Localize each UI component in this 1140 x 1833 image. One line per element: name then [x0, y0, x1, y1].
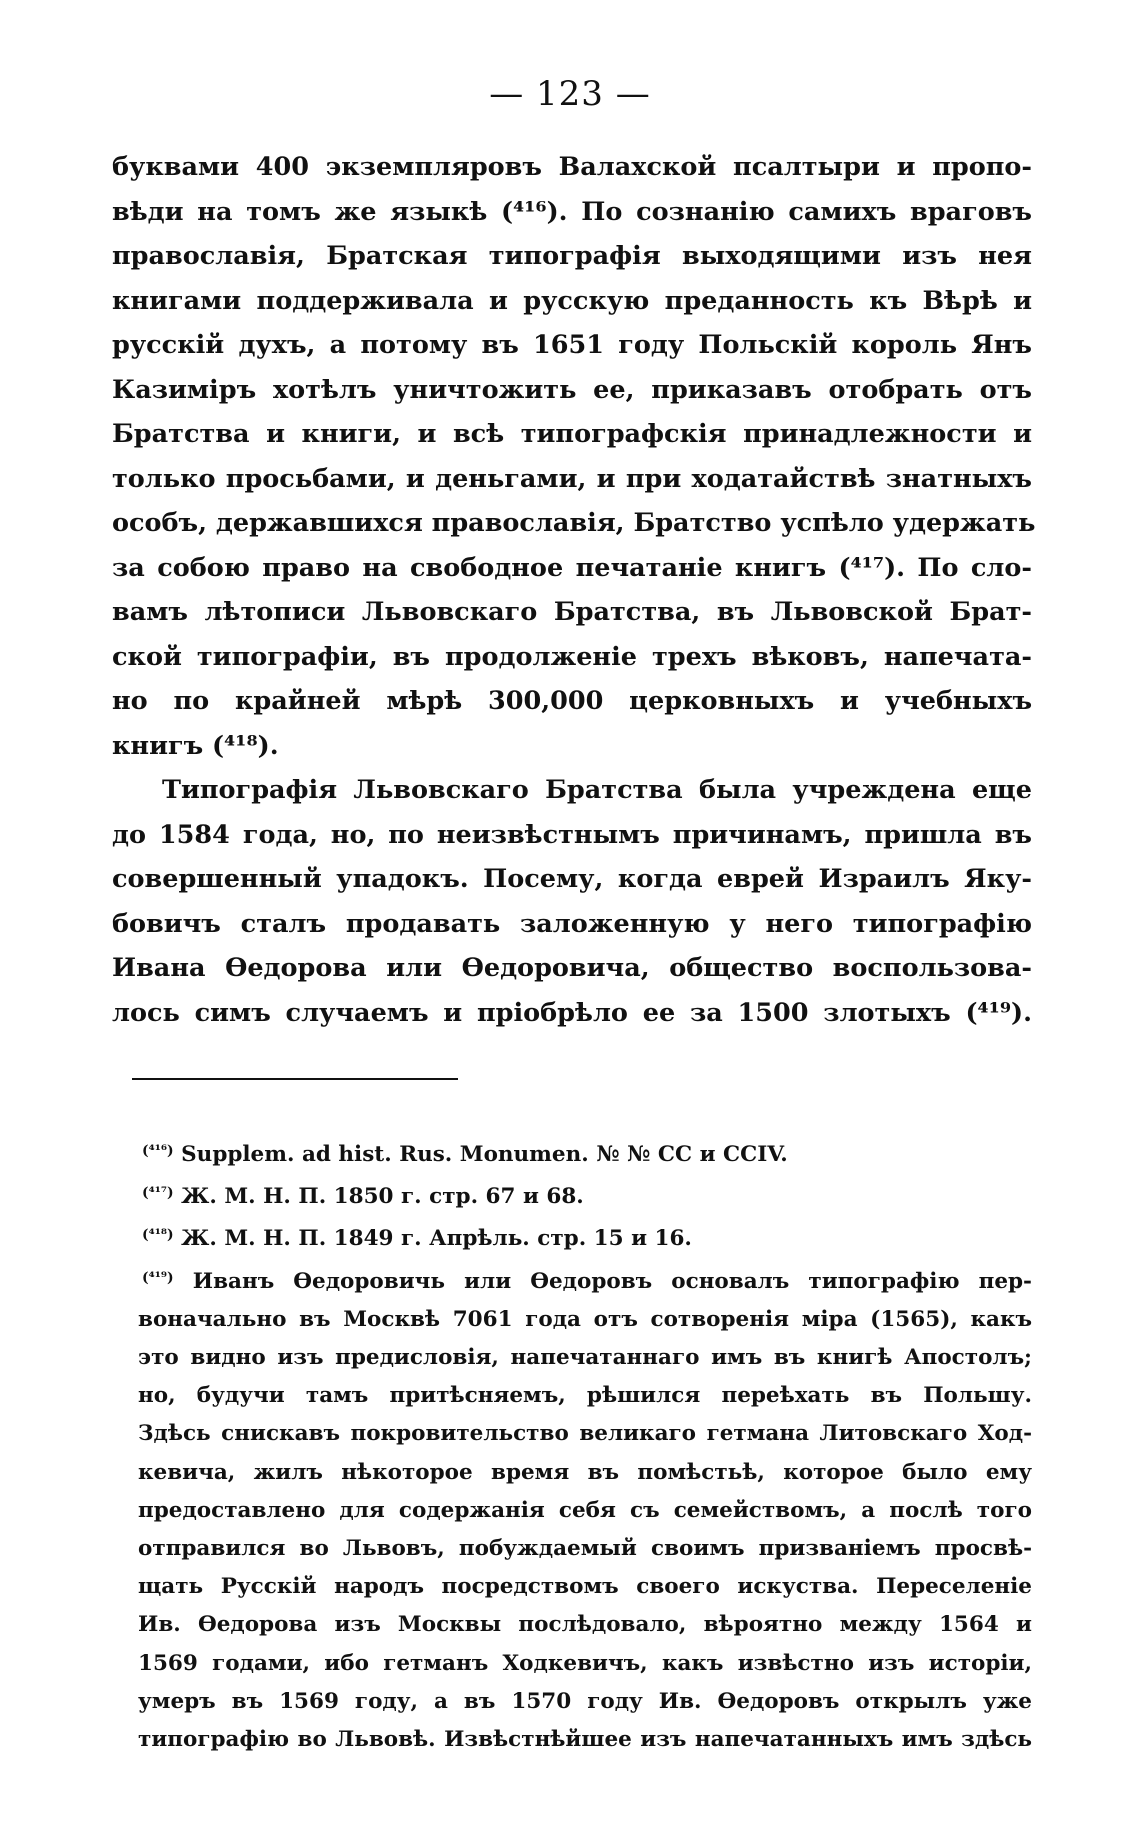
footnotes: [138, 1132, 1032, 1759]
text-line: лось симъ случаемъ и пріобрѣло ее за 1500 злотыхъ (⁴¹⁹).: [112, 997, 1032, 1028]
text-line: только просьбами, и деньгами, и при ходатайствѣ знатныхъ: [112, 463, 1032, 494]
page-number: — 123 —: [489, 74, 651, 114]
text-line: особъ, державшихся православія, Братство успѣло удержать: [112, 508, 1036, 538]
footnote-line: типографію во Львовѣ. Извѣстнѣйшее изъ напечатанныхъ имъ здѣсь: [138, 1727, 1032, 1753]
text-line: до 1584 года, но, по неизвѣстнымъ причинамъ, пришла въ: [112, 819, 1032, 850]
text-line: русскій духъ, а потому въ 1651 году Польскій король Янъ: [112, 330, 1032, 360]
footnote-text: Supplem. ad hist. Rus. Monumen. № № CC и CCIV.: [181, 1142, 788, 1167]
footnote-line: это видно изъ предисловія, напечатаннаго имъ въ книгѣ Апостолъ;: [138, 1345, 1032, 1371]
footnote-line: щать Русскій народъ посредствомъ своего искуства. Переселеніе: [138, 1574, 1032, 1600]
text-line: буквами 400 экземпляровъ Валахской псалтыри и пропо-: [112, 152, 1032, 182]
text-line: книгъ (⁴¹⁸).: [112, 730, 279, 761]
footnote-text: Иванъ Ѳедоровичь или Ѳедоровъ основалъ типографію пер-: [192, 1268, 1032, 1294]
footnote-line: отправился во Львовъ, побуждаемый своимъ призваніемъ просвѣ-: [138, 1536, 1032, 1562]
text-line: ской типографіи, въ продолженіе трехъ вѣковъ, напечата-: [112, 641, 1032, 672]
main-text: [112, 145, 1036, 1035]
text-line: Братства и книги, и всѣ типографскія принадлежности и: [112, 419, 1032, 449]
text-line: Казиміръ хотѣлъ уничтожить ее, приказавъ отобрать отъ: [112, 374, 1032, 405]
footnote-marker: (⁴¹⁷): [142, 1185, 174, 1202]
footnote-divider: [132, 1078, 458, 1080]
footnote-marker: (⁴¹⁹): [142, 1269, 174, 1286]
text-line: вамъ лѣтописи Львовскаго Братства, въ Львовской Брат-: [112, 597, 1032, 627]
footnote-line: 1569 годами, ибо гетманъ Ходкевичъ, какъ извѣстно изъ исторіи,: [138, 1650, 1032, 1676]
footnote-line: предоставлено для содержанія себя съ семействомъ, а послѣ того: [138, 1497, 1032, 1523]
footnote-marker: (⁴¹⁸): [142, 1227, 174, 1244]
footnote-line: умеръ въ 1569 году, а въ 1570 году Ив. Ѳедоровъ открылъ уже: [138, 1688, 1032, 1714]
footnote-line: кевича, жилъ нѣкоторое время въ помѣстьѣ, которое было ему: [138, 1459, 1032, 1485]
text-line: православія, Братская типографія выходящими изъ нея: [112, 241, 1032, 271]
text-line: за собою право на свободное печатаніе книгъ (⁴¹⁷). По сло-: [112, 552, 1032, 583]
text-line: книгами поддерживала и русскую преданность къ Вѣрѣ и: [112, 285, 1032, 316]
footnote-419: [138, 1259, 1032, 1301]
footnote-marker: (⁴¹⁶): [142, 1143, 174, 1159]
footnote-417: [138, 1174, 1032, 1216]
text-line: Ивана Ѳедорова или Ѳедоровича, общество воспользова-: [112, 953, 1032, 983]
footnote-line: Ив. Ѳедорова изъ Москвы послѣдовало, вѣроятно между 1564 и: [138, 1612, 1032, 1638]
text-line: совершенный упадокъ. Посему, когда еврей Израилъ Яку-: [112, 864, 1032, 894]
footnote-text: Ж. М. Н. П. 1850 г. стр. 67 и 68.: [181, 1184, 584, 1210]
footnote-line: но, будучи тамъ притѣсняемъ, рѣшился переѣхать въ Польшу.: [138, 1383, 1032, 1409]
text-line: но по крайней мѣрѣ 300,000 церковныхъ и учебныхъ: [112, 686, 1032, 716]
footnote-text: Ж. М. Н. П. 1849 г. Апрѣль. стр. 15 и 16.: [181, 1226, 692, 1252]
text-line: вѣди на томъ же языкѣ (⁴¹⁶). По сознанію самихъ враговъ: [112, 196, 1032, 227]
paragraph-start-line: Типографія Львовскаго Братства была учреждена еще: [162, 775, 1032, 805]
text-line: бовичъ сталъ продавать заложенную у него типографію: [112, 908, 1032, 939]
footnote-line: Здѣсь снискавъ покровительство великаго гетмана Литовскаго Ход-: [138, 1421, 1032, 1447]
footnote-416: [138, 1132, 1032, 1174]
footnote-418: [138, 1216, 1032, 1258]
footnote-line: воначально въ Москвѣ 7061 года отъ сотворенія міра (1565), какъ: [138, 1306, 1032, 1332]
